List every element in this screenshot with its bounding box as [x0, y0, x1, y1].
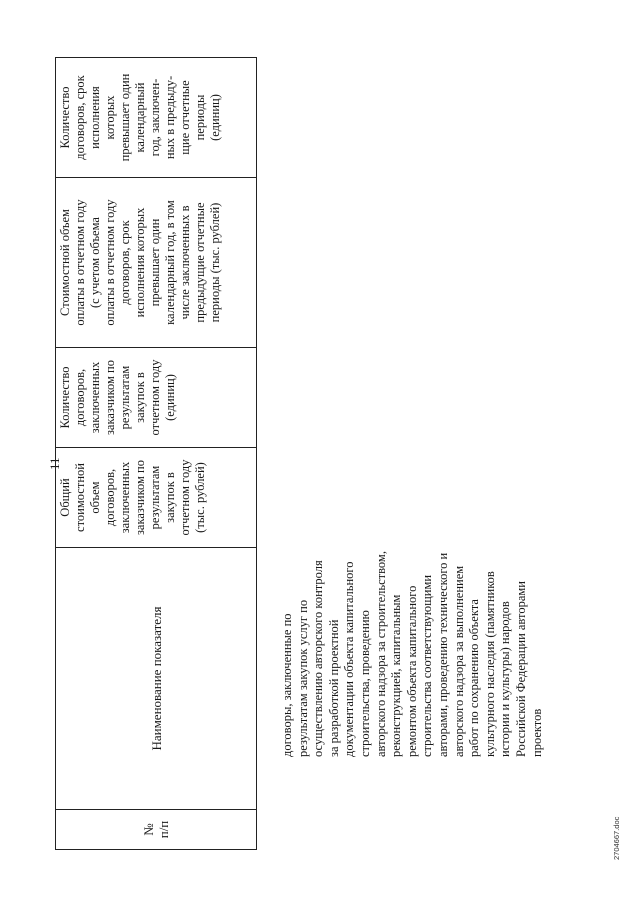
header-indicator-name: Наименование показателя [56, 548, 257, 810]
indicator-table [55, 57, 257, 850]
page-number: 11 [47, 457, 62, 470]
header-contract-count: Количество договоров, заключенных заказчиком по результатам закупок в отчетном году (единиц) [56, 348, 257, 448]
header-total-value: Общий стоимостной объем договоров, заключенных заказчиком по результатам закупок в отчетном году (тыс. рублей) [56, 448, 257, 548]
document-code: 2704667.doc [612, 816, 621, 860]
header-payment-volume: Стоимостной объем оплаты в отчетном году (с учетом объема оплаты в отчетном году договоров, срок исполнения которых превышает один календарный год, в том числе заключенных в предыдущие отчетные периоды (тыс. рублей) [56, 178, 257, 348]
indicator-row-text: договоры, заключенные по результатам закупок услуг по осуществлению авторского контроля за разработкой проектной документации объекта капитального строительства, проведению авторского надзора за строительством, реконструкцией, капитальным ремонтом объекта капитального строительства соответствующими авторами, проведению технического и авторского надзора за выполнением работ по сохранению объекта культурного наследия (памятников истории и культуры) народов Российской Федерации авторами проектов [280, 551, 544, 757]
table-header-row [56, 58, 257, 850]
header-multiyear-count: Количество договоров, срок исполнения которых превышает один календарный год, заключен- ных в предыду- щие отчетные периоды (единиц) [56, 58, 257, 178]
header-number: № п/п [56, 810, 257, 850]
